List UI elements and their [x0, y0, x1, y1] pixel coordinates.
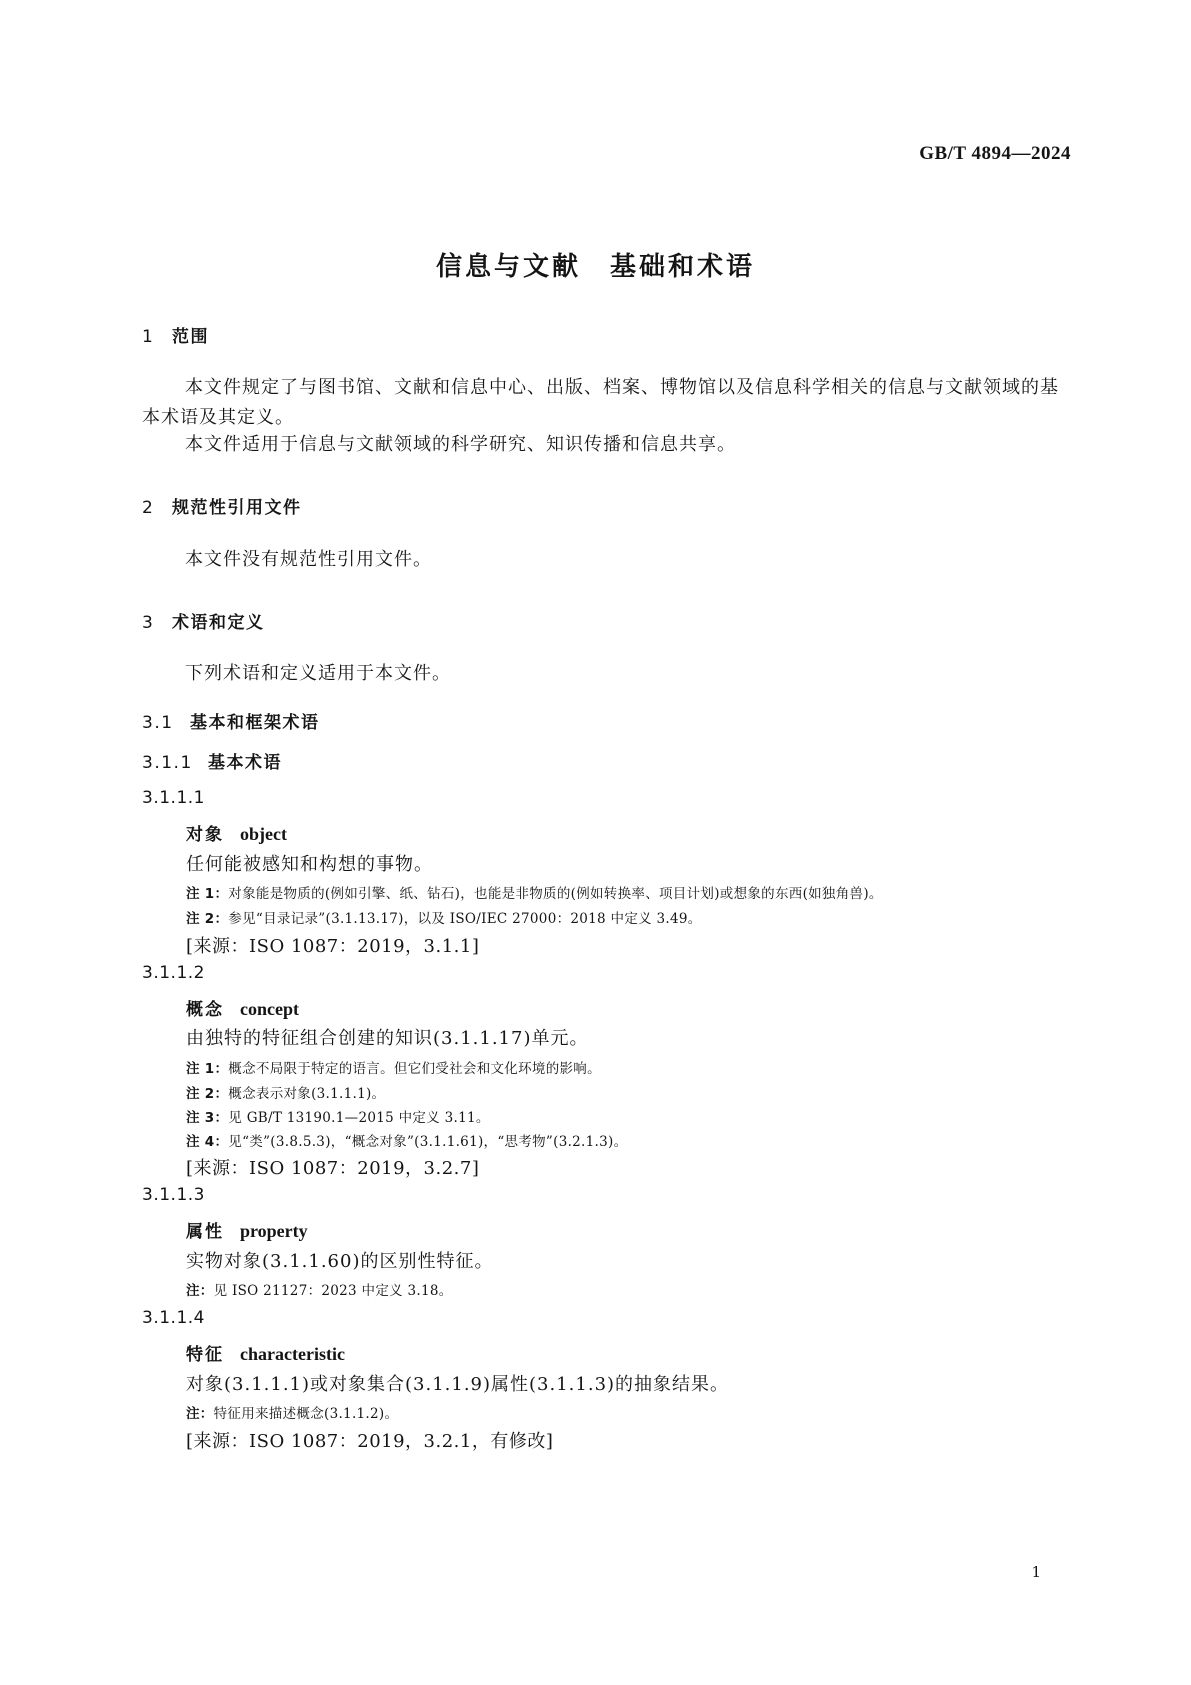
term-zh: 对象	[186, 825, 224, 845]
section-3-heading	[142, 608, 265, 633]
term-number: 3.1.1.1	[142, 788, 205, 808]
note-label: 注 2：	[186, 911, 229, 927]
normative-references-paragraph	[142, 545, 1069, 575]
term-note	[186, 1057, 601, 1077]
term-note	[186, 1402, 398, 1422]
note-text: 参见“目录记录”(3.1.13.17)，以及 ISO/IEC 27000：2018 中定义 3.49。	[228, 911, 702, 927]
term-source: [来源：ISO 1087：2019，3.2.7]	[186, 1158, 480, 1179]
term-definition: 实物对象(3.1.1.60)的区别性特征。	[186, 1251, 494, 1272]
term-en: property	[240, 1221, 308, 1241]
note-text: 特征用来描述概念(3.1.1.2)。	[213, 1406, 399, 1422]
term-number: 3.1.1.3	[142, 1185, 205, 1205]
note-label: 注：	[186, 1406, 214, 1422]
term-zh: 特征	[186, 1345, 224, 1365]
note-text: 见 ISO 21127：2023 中定义 3.18。	[213, 1283, 453, 1299]
note-text: 对象能是物质的(例如引擎、纸、钻石)，也能是非物质的(例如转换率、项目计划)或想象的东西(如独角兽)。	[228, 886, 883, 902]
term-entry	[186, 1217, 308, 1242]
note-label: 注 2：	[186, 1086, 229, 1102]
page-number: 1	[1031, 1563, 1041, 1581]
standard-number: GB/T 4894—2024	[919, 143, 1071, 164]
term-en: object	[240, 824, 287, 844]
note-text: 概念不局限于特定的语言。但它们受社会和文化环境的影响。	[228, 1061, 601, 1077]
section-number: 2	[142, 498, 155, 518]
note-label: 注 3：	[186, 1110, 229, 1126]
section-title: 范围	[172, 327, 209, 347]
term-entry	[186, 1340, 345, 1365]
scope-paragraph-2	[142, 430, 1069, 460]
section-title: 规范性引用文件	[172, 498, 302, 518]
note-text: 概念表示对象(3.1.1.1)。	[228, 1086, 386, 1102]
paragraph-text: 本文件规定了与图书馆、文献和信息中心、出版、档案、博物馆以及信息科学相关的信息与文献领域的基本术语及其定义。	[142, 377, 1059, 428]
paragraph-text: 本文件没有规范性引用文件。	[185, 549, 432, 570]
note-text: 见 GB/T 13190.1—2015 中定义 3.11。	[228, 1110, 490, 1126]
section-title: 术语和定义	[172, 613, 265, 633]
section-title: 基本和框架术语	[190, 713, 320, 733]
term-definition: 对象(3.1.1.1)或对象集合(3.1.1.9)属性(3.1.1.3)的抽象结果。	[186, 1374, 730, 1395]
note-text: 见“类”(3.8.5.3)，“概念对象”(3.1.1.61)，“思考物”(3.2.1.3)。	[228, 1134, 628, 1150]
note-label: 注 1：	[186, 886, 229, 902]
scope-paragraph-1	[142, 373, 1069, 433]
section-3-1-heading	[142, 708, 320, 733]
note-label: 注 1：	[186, 1061, 229, 1077]
term-note	[186, 907, 702, 927]
section-title: 基本术语	[208, 753, 282, 773]
term-entry	[186, 820, 287, 845]
term-en: characteristic	[240, 1344, 345, 1364]
section-number: 1	[142, 327, 155, 347]
term-note	[186, 1130, 627, 1150]
term-note	[186, 1082, 385, 1102]
term-source: [来源：ISO 1087：2019，3.1.1]	[186, 936, 480, 957]
terms-intro-paragraph	[142, 659, 1069, 689]
term-zh: 概念	[186, 1000, 224, 1020]
term-entry	[186, 995, 299, 1020]
term-definition: 由独特的特征组合创建的知识(3.1.1.17)单元。	[186, 1028, 589, 1049]
paragraph-text: 本文件适用于信息与文献领域的科学研究、知识传播和信息共享。	[185, 434, 736, 455]
note-label: 注 4：	[186, 1134, 229, 1150]
section-3-1-1-heading	[142, 748, 282, 773]
term-zh: 属性	[186, 1222, 224, 1242]
term-note	[186, 882, 883, 902]
term-number: 3.1.1.2	[142, 963, 205, 983]
term-en: concept	[240, 999, 299, 1019]
term-note	[186, 1279, 453, 1299]
section-number: 3.1	[142, 713, 174, 733]
section-1-heading	[142, 322, 209, 347]
term-note	[186, 1106, 490, 1126]
term-definition: 任何能被感知和构想的事物。	[186, 854, 433, 875]
section-number: 3	[142, 613, 155, 633]
note-label: 注：	[186, 1283, 214, 1299]
document-title: 信息与文献 基础和术语	[435, 252, 755, 282]
section-2-heading	[142, 493, 302, 518]
term-source: [来源：ISO 1087：2019，3.2.1，有修改]	[186, 1431, 554, 1452]
term-number: 3.1.1.4	[142, 1308, 205, 1328]
paragraph-text: 下列术语和定义适用于本文件。	[185, 663, 451, 684]
section-number: 3.1.1	[142, 753, 193, 773]
